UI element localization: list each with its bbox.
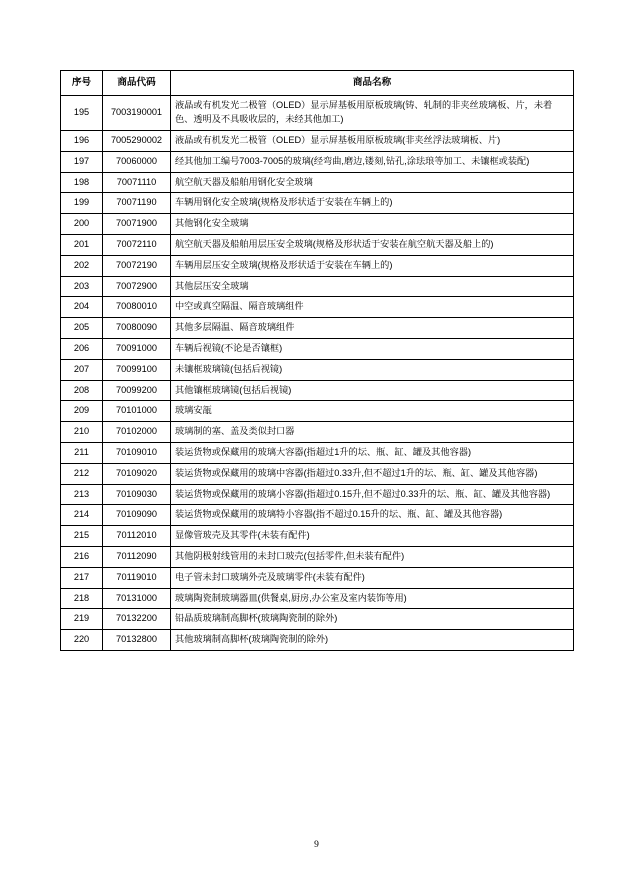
cell-seq: 206 <box>61 338 103 359</box>
table-row <box>61 484 574 505</box>
table-row <box>61 338 574 359</box>
cell-name: 车辆用层压安全玻璃(规格及形状适于安装在车辆上的) <box>171 255 574 276</box>
cell-code: 70071190 <box>103 193 171 214</box>
cell-name: 装运货物或保藏用的玻璃小容器(指超过0.15升,但不超过0.33升的坛、瓶、缸、罐及其他容器) <box>171 484 574 505</box>
cell-seq: 216 <box>61 546 103 567</box>
cell-code: 70132800 <box>103 630 171 651</box>
cell-seq: 199 <box>61 193 103 214</box>
cell-code: 70072900 <box>103 276 171 297</box>
page-number: 9 <box>314 840 319 850</box>
cell-code: 70099100 <box>103 359 171 380</box>
cell-name: 铅晶质玻璃制高脚杯(玻璃陶瓷制的除外) <box>171 609 574 630</box>
cell-name: 显像管玻壳及其零件(未装有配件) <box>171 526 574 547</box>
table-body <box>61 96 574 651</box>
cell-code: 70072110 <box>103 234 171 255</box>
table-row <box>61 442 574 463</box>
cell-code: 70099200 <box>103 380 171 401</box>
cell-seq: 200 <box>61 214 103 235</box>
cell-seq: 202 <box>61 255 103 276</box>
cell-name: 装运货物或保藏用的玻璃大容器(指超过1升的坛、瓶、缸、罐及其他容器) <box>171 442 574 463</box>
cell-seq: 219 <box>61 609 103 630</box>
cell-code: 70102000 <box>103 422 171 443</box>
table-row <box>61 380 574 401</box>
table-row <box>61 318 574 339</box>
goods-table <box>60 70 574 651</box>
cell-seq: 208 <box>61 380 103 401</box>
table-row <box>61 172 574 193</box>
table-row <box>61 505 574 526</box>
cell-seq: 195 <box>61 96 103 131</box>
table-row <box>61 609 574 630</box>
cell-name: 装运货物或保藏用的玻璃中容器(指超过0.33升,但不超过1升的坛、瓶、缸、罐及其他容器) <box>171 463 574 484</box>
cell-seq: 201 <box>61 234 103 255</box>
table-row <box>61 255 574 276</box>
table-row <box>61 630 574 651</box>
cell-name: 经其他加工编号7003-7005的玻璃(经弯曲,磨边,镂刻,钻孔,涂珐琅等加工、未镶框或装配) <box>171 151 574 172</box>
cell-code: 70080090 <box>103 318 171 339</box>
cell-name: 液晶或有机发光二极管（OLED）显示屏基板用原板玻璃(非夹丝浮法玻璃板、片) <box>171 130 574 151</box>
cell-name: 其他多层隔温、隔音玻璃组件 <box>171 318 574 339</box>
cell-name: 航空航天器及船舶用钢化安全玻璃 <box>171 172 574 193</box>
cell-seq: 205 <box>61 318 103 339</box>
cell-name: 玻璃陶瓷制玻璃器皿(供餐桌,厨房,办公室及室内装饰等用) <box>171 588 574 609</box>
cell-code: 70112090 <box>103 546 171 567</box>
cell-seq: 209 <box>61 401 103 422</box>
cell-name: 装运货物或保藏用的玻璃特小容器(指不超过0.15升的坛、瓶、缸、罐及其他容器) <box>171 505 574 526</box>
cell-code: 70080010 <box>103 297 171 318</box>
cell-seq: 197 <box>61 151 103 172</box>
cell-name: 其他镶框玻璃镜(包括后视镜) <box>171 380 574 401</box>
cell-code: 70071110 <box>103 172 171 193</box>
cell-code: 70071900 <box>103 214 171 235</box>
cell-code: 70109020 <box>103 463 171 484</box>
cell-code: 70132200 <box>103 609 171 630</box>
cell-name: 液晶或有机发光二极管（OLED）显示屏基板用原板玻璃(铸、轧制的非夹丝玻璃板、片，未着色、透明及不具吸收层的，未经其他加工) <box>171 96 574 131</box>
cell-code: 7005290002 <box>103 130 171 151</box>
cell-seq: 211 <box>61 442 103 463</box>
column-header-code: 商品代码 <box>103 71 171 96</box>
table-row <box>61 567 574 588</box>
cell-code: 70109030 <box>103 484 171 505</box>
table-row <box>61 276 574 297</box>
column-header-name: 商品名称 <box>171 71 574 96</box>
table-row <box>61 546 574 567</box>
cell-seq: 196 <box>61 130 103 151</box>
cell-seq: 215 <box>61 526 103 547</box>
cell-code: 70112010 <box>103 526 171 547</box>
table-row <box>61 588 574 609</box>
table-row <box>61 526 574 547</box>
cell-code: 70060000 <box>103 151 171 172</box>
cell-name: 未镶框玻璃镜(包括后视镜) <box>171 359 574 380</box>
cell-code: 70109010 <box>103 442 171 463</box>
table-row <box>61 130 574 151</box>
cell-code: 7003190001 <box>103 96 171 131</box>
cell-name: 电子管未封口玻璃外壳及玻璃零件(未装有配件) <box>171 567 574 588</box>
cell-name: 其他玻璃制高脚杯(玻璃陶瓷制的除外) <box>171 630 574 651</box>
cell-name: 玻璃安瓿 <box>171 401 574 422</box>
cell-seq: 198 <box>61 172 103 193</box>
table-row <box>61 214 574 235</box>
table-header-row <box>61 71 574 96</box>
cell-name: 其他钢化安全玻璃 <box>171 214 574 235</box>
cell-seq: 213 <box>61 484 103 505</box>
cell-name: 中空或真空隔温、隔音玻璃组件 <box>171 297 574 318</box>
cell-code: 70101000 <box>103 401 171 422</box>
cell-seq: 210 <box>61 422 103 443</box>
cell-name: 车辆后视镜(不论是否镶框) <box>171 338 574 359</box>
cell-name: 航空航天器及船舶用层压安全玻璃(规格及形状适于安装在航空航天器及船上的) <box>171 234 574 255</box>
cell-seq: 220 <box>61 630 103 651</box>
cell-seq: 203 <box>61 276 103 297</box>
column-header-seq: 序号 <box>61 71 103 96</box>
cell-name: 车辆用钢化安全玻璃(规格及形状适于安装在车辆上的) <box>171 193 574 214</box>
cell-seq: 204 <box>61 297 103 318</box>
table-row <box>61 463 574 484</box>
table-row <box>61 151 574 172</box>
cell-code: 70091000 <box>103 338 171 359</box>
table-row <box>61 96 574 131</box>
cell-name: 其他层压安全玻璃 <box>171 276 574 297</box>
table-row <box>61 193 574 214</box>
cell-name: 其他阴极射线管用的未封口玻壳(包括零件,但未装有配件) <box>171 546 574 567</box>
cell-code: 70109090 <box>103 505 171 526</box>
cell-seq: 217 <box>61 567 103 588</box>
cell-code: 70072190 <box>103 255 171 276</box>
table-row <box>61 401 574 422</box>
table-header <box>61 71 574 96</box>
table-row <box>61 234 574 255</box>
table-row <box>61 297 574 318</box>
cell-code: 70119010 <box>103 567 171 588</box>
table-row <box>61 422 574 443</box>
cell-seq: 207 <box>61 359 103 380</box>
cell-seq: 214 <box>61 505 103 526</box>
cell-seq: 212 <box>61 463 103 484</box>
table-row <box>61 359 574 380</box>
cell-name: 玻璃制的塞、盖及类似封口器 <box>171 422 574 443</box>
cell-seq: 218 <box>61 588 103 609</box>
cell-code: 70131000 <box>103 588 171 609</box>
